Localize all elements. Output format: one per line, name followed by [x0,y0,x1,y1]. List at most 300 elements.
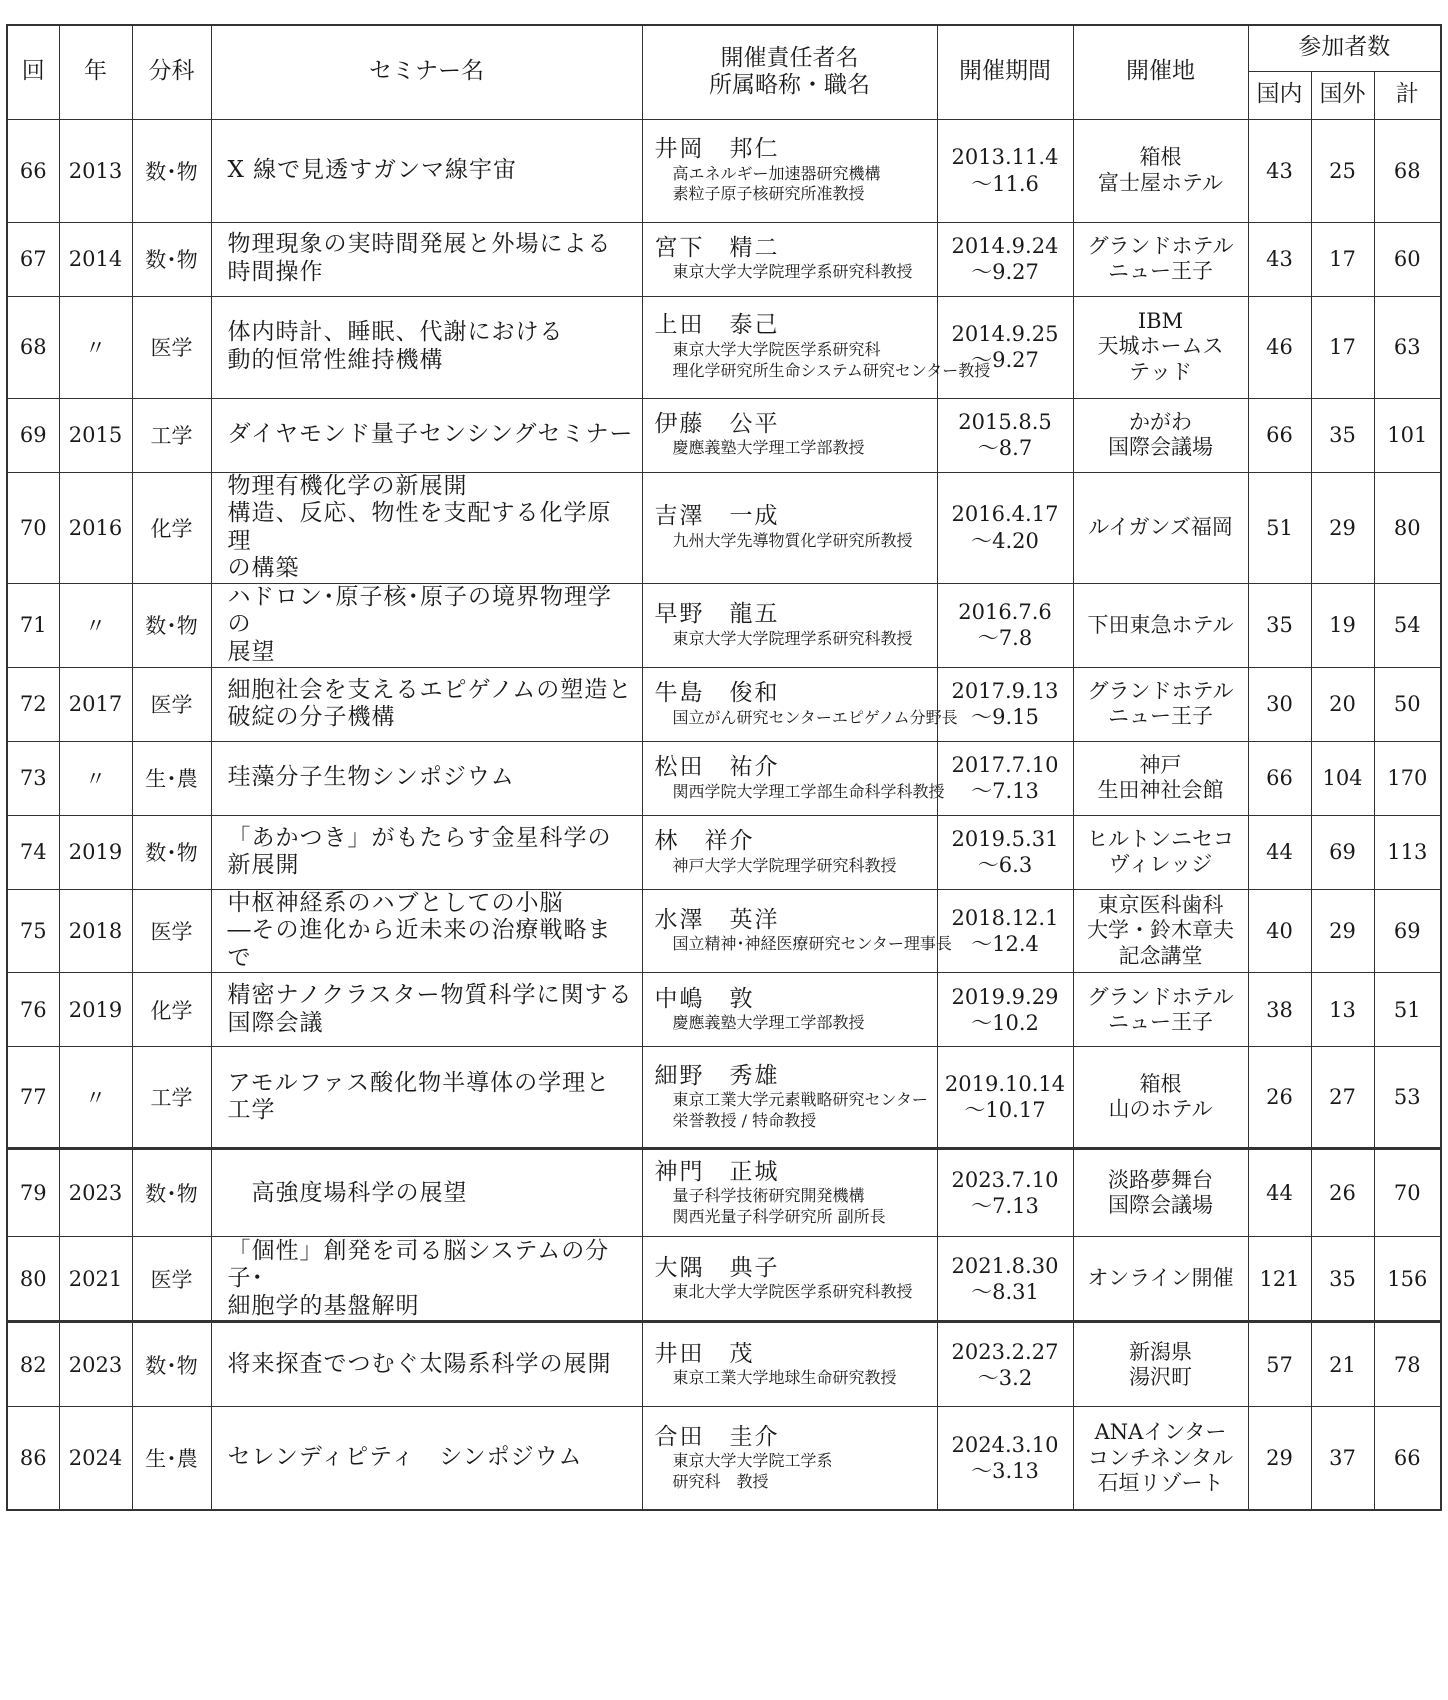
domestic-count-cell: 43 [1248,222,1311,296]
seminar-name-cell [211,1407,642,1510]
header-organizer-line1: 開催責任者名 [720,44,859,71]
seminar-name-cell [211,398,642,472]
round-cell: 77 [7,1047,59,1149]
round-cell: 67 [7,222,59,296]
venue-cell [1073,583,1248,667]
organizer-name: 水澤 英洋 [654,906,780,933]
round-cell: 71 [7,583,59,667]
seminar-name-cell [211,1047,642,1149]
period-line: ～9.15 [971,705,1039,730]
organizer-cell [642,222,937,296]
seminar-name-line: 中枢神経系のハブとしての小脳 [227,889,564,916]
seminar-name-cell [211,1149,642,1237]
seminar-name-line: の構築 [227,555,300,582]
overseas-count-cell: 25 [1311,119,1374,222]
venue-line: 湯沢町 [1129,1364,1192,1389]
period-cell [937,667,1073,741]
organizer-cell [642,1149,937,1237]
seminar-name-line: ダイヤモンド量子センシングセミナー [227,421,634,448]
overseas-count-cell: 13 [1311,973,1374,1047]
period-line: ～12.4 [971,932,1039,957]
header-field: 分科 [132,25,211,119]
overseas-count-cell: 104 [1311,741,1374,815]
seminar-name-cell [211,815,642,889]
total-count-cell: 68 [1374,119,1441,222]
seminar-name-line: 国際会議 [227,1009,324,1036]
seminar-name-cell [211,973,642,1047]
table-row [7,472,1441,583]
seminar-table [6,24,1442,1511]
organizer-affiliation-line: 東京大学大学院医学系研究科 [672,340,881,359]
organizer-cell [642,1322,937,1407]
organizer-affiliation-line: 国立がん研究センターエピゲノム分野長 [672,707,958,727]
header-venue: 開催地 [1073,25,1248,119]
total-count-cell: 66 [1374,1407,1441,1510]
seminar-name-line: 「個性」創発を司る脳システムの分子･ [227,1237,610,1292]
round-cell: 68 [7,296,59,398]
organizer-name: 神門 正城 [654,1158,780,1185]
field-cell: 数･物 [132,1149,211,1237]
field-cell: 医学 [132,889,211,973]
total-count-cell: 113 [1374,815,1441,889]
organizer-cell [642,1407,937,1510]
organizer-name: 中嶋 敦 [654,985,755,1012]
round-cell: 79 [7,1149,59,1237]
year-cell: 2019 [59,973,132,1047]
table-row [7,1407,1441,1510]
table-body [7,119,1441,1510]
venue-cell [1073,1322,1248,1407]
header-seminar: セミナー名 [211,25,642,119]
year-cell: 2021 [59,1237,132,1322]
domestic-count-cell: 44 [1248,1149,1311,1237]
venue-line: 天城ホームス [1097,334,1224,359]
venue-cell [1073,973,1248,1047]
period-line: ～9.27 [971,260,1039,284]
header-participants: 参加者数 [1248,25,1441,71]
period-cell [937,1237,1073,1322]
venue-line: ニュー王子 [1108,1009,1213,1034]
table-row [7,583,1441,667]
organizer-affiliation-line: 東京工業大学地球生命研究教授 [672,1368,897,1388]
year-cell: 2017 [59,667,132,741]
period-line: ～9.27 [971,348,1039,372]
venue-cell [1073,222,1248,296]
seminar-name-line: 展望 [227,639,276,666]
total-count-cell: 51 [1374,973,1441,1047]
year-cell: 〃 [59,741,132,815]
organizer-name: 早野 龍五 [654,601,780,628]
venue-cell [1073,1237,1248,1322]
venue-line: 大学・鈴木章夫 [1087,918,1234,943]
total-count-cell: 50 [1374,667,1441,741]
overseas-count-cell: 21 [1311,1322,1374,1407]
field-cell: 数･物 [132,815,211,889]
organizer-affiliation-line: 研究科 教授 [672,1471,769,1491]
field-cell: 化学 [132,472,211,583]
venue-line: テッド [1129,359,1192,384]
venue-line: 神戸 [1139,752,1182,777]
period-cell [937,583,1073,667]
organizer-affiliation-line: 東北大学大学院医学系研究科教授 [672,1282,913,1302]
organizer-affiliation-line: 東京工業大学元素戦略研究センター [672,1090,928,1110]
venue-line: ルイガンズ福岡 [1088,515,1233,540]
round-cell: 74 [7,815,59,889]
year-cell: 〃 [59,1047,132,1149]
seminar-name-cell [211,667,642,741]
period-cell [937,1047,1073,1149]
venue-line: ニュー王子 [1108,704,1213,729]
total-count-cell: 54 [1374,583,1441,667]
header-round: 回 [7,25,59,119]
organizer-cell [642,119,937,222]
round-cell: 80 [7,1237,59,1322]
seminar-name-line: アモルファス酸化物半導体の学理と [227,1069,611,1096]
table-row [7,667,1441,741]
organizer-affiliation-line: 関西光量子科学研究所 副所長 [672,1207,886,1227]
venue-cell [1073,296,1248,398]
venue-line: 新潟県 [1129,1339,1192,1364]
venue-line: 石垣リゾート [1097,1470,1224,1495]
organizer-cell [642,472,937,583]
period-line: 2021.8.30 [951,1253,1059,1278]
field-cell: 工学 [132,398,211,472]
organizer-name: 林 祥介 [654,827,755,854]
venue-line: 生田神社会館 [1097,778,1224,803]
organizer-affiliation-line: 東京大学大学院工学系 [672,1451,833,1471]
period-line: 2023.7.10 [951,1168,1059,1193]
round-cell: 76 [7,973,59,1047]
period-line: 2016.4.17 [951,502,1059,527]
organizer-name: 宮下 精二 [654,234,780,261]
venue-line: ANAインター [1094,1420,1227,1445]
venue-line: 富士屋ホテル [1098,170,1223,195]
seminar-name-line: X 線で見透すガンマ線宇宙 [227,156,517,183]
seminar-name-line: ―その進化から近未来の治療戦略まで [227,917,612,971]
seminar-name-line: 工学 [227,1097,276,1124]
seminar-table-sheet [6,24,1440,1511]
period-line: ～6.3 [977,853,1033,878]
period-line: 2015.8.5 [958,409,1052,434]
table-row [7,222,1441,296]
period-cell [937,472,1073,583]
year-cell: 2016 [59,472,132,583]
organizer-cell [642,398,937,472]
header-period: 開催期間 [937,25,1073,119]
table-row [7,889,1441,973]
domestic-count-cell: 35 [1248,583,1311,667]
period-cell [937,1322,1073,1407]
table-header [7,25,1441,119]
field-cell: 数･物 [132,119,211,222]
seminar-name-cell [211,1322,642,1407]
period-line: ～3.13 [971,1459,1039,1484]
header-organizer-line2: 所属略称・職名 [709,72,870,99]
seminar-name-cell [211,583,642,667]
period-cell [937,741,1073,815]
organizer-affiliation-line: 高エネルギー加速器研究機構 [672,163,881,183]
header-total: 計 [1374,71,1441,119]
table-row [7,741,1441,815]
overseas-count-cell: 19 [1311,583,1374,667]
period-cell [937,222,1073,296]
round-cell: 66 [7,119,59,222]
total-count-cell: 60 [1374,222,1441,296]
venue-cell [1073,1149,1248,1237]
period-line: 2019.10.14 [944,1072,1066,1097]
period-cell [937,973,1073,1047]
venue-cell [1073,1047,1248,1149]
table-row [7,1149,1441,1237]
venue-line: かがわ [1129,409,1192,434]
venue-line: IBM [1137,309,1184,334]
overseas-count-cell: 20 [1311,667,1374,741]
venue-cell [1073,398,1248,472]
field-cell: 医学 [132,296,211,398]
venue-cell [1073,815,1248,889]
field-cell: 医学 [132,667,211,741]
overseas-count-cell: 27 [1311,1047,1374,1149]
venue-line: 山のホテル [1108,1097,1213,1122]
seminar-name-cell [211,296,642,398]
seminar-name-cell [211,119,642,222]
year-cell: 2019 [59,815,132,889]
venue-line: 国際会議場 [1108,1193,1213,1218]
overseas-count-cell: 35 [1311,1237,1374,1322]
venue-line: 東京医科歯科 [1097,893,1224,918]
seminar-name-line: 時間操作 [227,259,324,285]
round-cell: 75 [7,889,59,973]
table-row [7,973,1441,1047]
period-cell [937,296,1073,398]
organizer-name: 細野 秀雄 [654,1062,780,1089]
period-line: ～8.31 [971,1279,1039,1304]
period-line: ～4.20 [971,528,1039,553]
period-line: 2017.7.10 [951,752,1059,777]
venue-line: ニュー王子 [1108,259,1213,283]
venue-cell [1073,1407,1248,1510]
organizer-cell [642,889,952,973]
overseas-count-cell: 26 [1311,1149,1374,1237]
seminar-name-line: 破綻の分子機構 [227,704,396,731]
seminar-name-line: 構造、反応、物性を支配する化学原理 [227,500,612,554]
period-cell [937,119,1073,222]
seminar-name-line: 新展開 [227,852,300,879]
organizer-affiliation-line: 栄誉教授 / 特命教授 [672,1111,817,1131]
venue-line: コンチネンタル [1087,1445,1234,1470]
domestic-count-cell: 43 [1248,119,1311,222]
venue-line: ヴィレッジ [1108,852,1213,877]
field-cell: 生･農 [132,741,211,815]
organizer-cell [642,667,958,741]
total-count-cell: 53 [1374,1047,1441,1149]
domestic-count-cell: 26 [1248,1047,1311,1149]
venue-line: オンライン開催 [1087,1266,1234,1291]
seminar-name-cell [211,889,642,973]
table-row [7,119,1441,222]
year-cell: 2018 [59,889,132,973]
seminar-name-line: ハドロン･原子核･原子の境界物理学の [227,583,613,638]
organizer-affiliation-line: 素粒子原子核研究所准教授 [672,184,865,204]
domestic-count-cell: 46 [1248,296,1311,398]
organizer-name: 牛島 俊和 [654,679,780,706]
venue-line: 箱根 [1139,145,1182,170]
total-count-cell: 63 [1374,296,1441,398]
total-count-cell: 69 [1374,889,1441,973]
venue-cell [1073,667,1248,741]
domestic-count-cell: 57 [1248,1322,1311,1407]
field-cell: 工学 [132,1047,211,1149]
table-row [7,815,1441,889]
period-line: 2016.7.6 [958,600,1052,625]
seminar-name-line: 将来探査でつむぐ太陽系科学の展開 [227,1351,612,1378]
seminar-name-line: 珪藻分子生物シンポジウム [227,764,515,791]
seminar-name-line: 物理現象の実時間発展と外場による [227,231,612,258]
period-cell [937,889,1073,973]
total-count-cell: 101 [1374,398,1441,472]
year-cell: 〃 [59,583,132,667]
period-cell [937,1407,1073,1510]
organizer-name: 吉澤 一成 [654,503,780,530]
year-cell: 2023 [59,1149,132,1237]
round-cell: 86 [7,1407,59,1510]
round-cell: 73 [7,741,59,815]
round-cell: 69 [7,398,59,472]
period-line: ～10.17 [964,1098,1046,1123]
year-cell: 2023 [59,1322,132,1407]
organizer-name: 松田 祐介 [654,753,780,780]
period-cell [937,815,1073,889]
seminar-name-line: 物理有機化学の新展開 [227,472,468,499]
field-cell: 医学 [132,1237,211,1322]
round-cell: 82 [7,1322,59,1407]
organizer-name: 大隅 典子 [654,1254,780,1281]
seminar-name-line: 細胞学的基盤解明 [227,1292,420,1319]
overseas-count-cell: 69 [1311,815,1374,889]
period-line: 2013.11.4 [951,145,1059,170]
organizer-affiliation-line: 慶應義塾大学理工学部教授 [672,1013,865,1033]
organizer-affiliation-line: 東京大学大学院理学系研究科教授 [672,262,913,282]
seminar-name-cell [211,1237,642,1322]
domestic-count-cell: 66 [1248,398,1311,472]
seminar-name-line: 高強度場科学の展望 [227,1179,468,1206]
period-line: ～10.2 [971,1010,1039,1035]
table-row [7,1047,1441,1149]
domestic-count-cell: 30 [1248,667,1311,741]
period-line: ～11.6 [971,171,1039,196]
venue-cell [1073,741,1248,815]
header-domestic: 国内 [1248,71,1311,119]
overseas-count-cell: 35 [1311,398,1374,472]
organizer-name: 合田 圭介 [654,1423,780,1450]
overseas-count-cell: 29 [1311,472,1374,583]
overseas-count-cell: 29 [1311,889,1374,973]
seminar-name-cell [211,222,642,296]
venue-line: 淡路夢舞台 [1108,1168,1213,1193]
seminar-name-cell [211,741,642,815]
period-line: 2018.12.1 [951,905,1059,930]
organizer-cell [642,815,937,889]
period-line: 2014.9.25 [951,321,1059,346]
venue-line: 国際会議場 [1108,435,1213,459]
table-row [7,398,1441,472]
domestic-count-cell: 51 [1248,472,1311,583]
total-count-cell: 80 [1374,472,1441,583]
table-row [7,296,1441,398]
venue-line: ヒルトンニセコ [1087,826,1234,851]
venue-line: グランドホテル [1087,984,1234,1009]
field-cell: 数･物 [132,583,211,667]
venue-line: 箱根 [1139,1072,1182,1097]
year-cell: 2014 [59,222,132,296]
period-line: ～7.13 [971,1194,1039,1219]
venue-cell [1073,119,1248,222]
field-cell: 生･農 [132,1407,211,1510]
venue-cell [1073,889,1248,973]
round-cell: 72 [7,667,59,741]
organizer-cell [642,741,945,815]
venue-cell [1073,472,1248,583]
period-cell [937,1149,1073,1237]
seminar-name-line: セレンディピティ シンポジウム [227,1444,583,1471]
organizer-affiliation-line: 九州大学先導物質化学研究所教授 [672,531,913,551]
domestic-count-cell: 40 [1248,889,1311,973]
domestic-count-cell: 38 [1248,973,1311,1047]
overseas-count-cell: 37 [1311,1407,1374,1510]
domestic-count-cell: 66 [1248,741,1311,815]
period-line: 2017.9.13 [951,678,1059,703]
total-count-cell: 78 [1374,1322,1441,1407]
header-overseas: 国外 [1311,71,1374,119]
round-cell: 70 [7,472,59,583]
period-line: 2019.9.29 [951,984,1059,1009]
overseas-count-cell: 17 [1311,222,1374,296]
venue-line: 記念講堂 [1118,943,1203,968]
domestic-count-cell: 44 [1248,815,1311,889]
field-cell: 数･物 [132,1322,211,1407]
organizer-name: 伊藤 公平 [654,410,780,437]
header-year: 年 [59,25,132,119]
field-cell: 数･物 [132,222,211,296]
seminar-name-line: 動的恒常性維持機構 [227,347,444,373]
organizer-affiliation-line: 慶應義塾大学理工学部教授 [672,438,865,458]
total-count-cell: 170 [1374,741,1441,815]
domestic-count-cell: 121 [1248,1237,1311,1322]
organizer-cell [642,583,937,667]
period-line: ～7.13 [971,779,1039,804]
organizer-affiliation-line: 量子科学技術研究開発機構 [672,1186,865,1206]
seminar-name-line: 精密ナノクラスター物質科学に関する [227,982,633,1009]
header-organizer [642,25,937,119]
period-line: ～3.2 [977,1365,1033,1390]
period-line: 2023.2.27 [951,1339,1059,1364]
year-cell: 2013 [59,119,132,222]
venue-line: グランドホテル [1087,678,1234,703]
table-row [7,1322,1441,1407]
venue-line: 下田東急ホテル [1087,612,1234,637]
organizer-cell [642,1237,937,1322]
period-line: ～8.7 [977,436,1033,460]
organizer-affiliation-line: 関西学院大学理工学部生命科学科教授 [672,781,945,801]
organizer-cell [642,296,991,398]
organizer-name: 上田 泰己 [654,312,780,339]
seminar-name-line: 体内時計、睡眠、代謝における [227,319,564,346]
organizer-affiliation-line: 国立精神･神経医療研究センター理事長 [672,934,952,954]
organizer-name: 井岡 邦仁 [654,135,780,162]
seminar-name-cell [211,472,642,583]
period-line: 2024.3.10 [951,1432,1059,1457]
organizer-affiliation-line: 東京大学大学院理学系研究科教授 [672,628,913,648]
